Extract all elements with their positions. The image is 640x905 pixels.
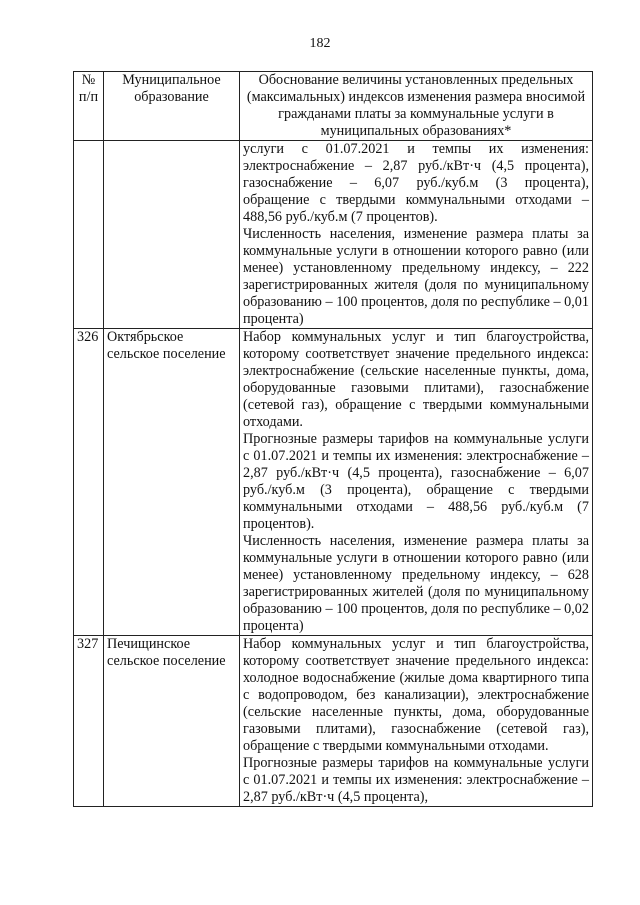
table-row [74, 636, 593, 807]
header-number: № п/п [74, 72, 104, 141]
tariff-index-table [73, 71, 593, 807]
table-row [74, 329, 593, 636]
header-municipality: Муниципальное образование [104, 72, 240, 141]
justification-paragraph: Численность населения, изменение размера платы за коммунальные услуги в отношении которого равно (или менее) установленному предельному индексу, – 222 зарегистрированных жителя (доля по муниципальному образованию – 100 процентов, доля по республике – 0,01 процента) [243, 226, 589, 327]
table-row [74, 141, 593, 329]
row-justification [240, 141, 593, 329]
row-municipality: Печищинское сельское поселение [104, 636, 240, 807]
justification-paragraph: Набор коммунальных услуг и тип благоустройства, которому соответствует значение предельного индекса: холодное водоснабжение (жилые дома квартирного типа с водопроводом, без канализации), электроснабжение (сельские населенные пункты, дома, оборудованные газовыми плитами), газоснабжение (сетевой газ), обращение с твердыми коммунальными отходами. [243, 636, 589, 754]
row-municipality [104, 141, 240, 329]
row-number [74, 141, 104, 329]
justification-paragraph: Численность населения, изменение размера платы за коммунальные услуги в отношении которого равно (или менее) установленному предельному индексу, – 628 зарегистрированных жителей (доля по муниципальному образованию – 100 процентов, доля по республике – 0,02 процента) [243, 533, 589, 634]
justification-paragraph: Прогнозные размеры тарифов на коммунальные услуги с 01.07.2021 и темпы их изменения: электроснабжение – 2,87 руб./кВт·ч (4,5 процента), газоснабжение – 6,07 руб./куб.м (3 процента), обращение с твердыми коммунальными отходами – 488,56 руб./куб.м (7 процентов). [243, 431, 589, 532]
row-municipality: Октябрьское сельское поселение [104, 329, 240, 636]
row-number: 326 [74, 329, 104, 636]
justification-paragraph: Набор коммунальных услуг и тип благоустройства, которому соответствует значение предельного индекса: электроснабжение (сельские населенные пункты, дома, оборудованные газовыми плитами), газоснабжение (сетевой газ), обращение с твердыми коммунальными отходами. [243, 329, 589, 430]
row-justification [240, 636, 593, 807]
header-justification: Обоснование величины установленных предельных (максимальных) индексов изменения размера вносимой гражданами платы за коммунальные услуги в муниципальных образованиях* [240, 72, 593, 141]
page-number: 182 [309, 36, 331, 51]
row-number: 327 [74, 636, 104, 807]
table-header-row [74, 72, 593, 141]
justification-paragraph: услуги с 01.07.2021 и темпы их изменения: электроснабжение – 2,87 руб./кВт·ч (4,5 процента), газоснабжение – 6,07 руб./куб.м (3 процента), обращение с твердыми коммунальными отходами – 488,56 руб./куб.м (7 процентов). [243, 141, 589, 225]
justification-paragraph: Прогнозные размеры тарифов на коммунальные услуги с 01.07.2021 и темпы их изменения: электроснабжение – 2,87 руб./кВт·ч (4,5 процента), [243, 755, 589, 805]
row-justification [240, 329, 593, 636]
